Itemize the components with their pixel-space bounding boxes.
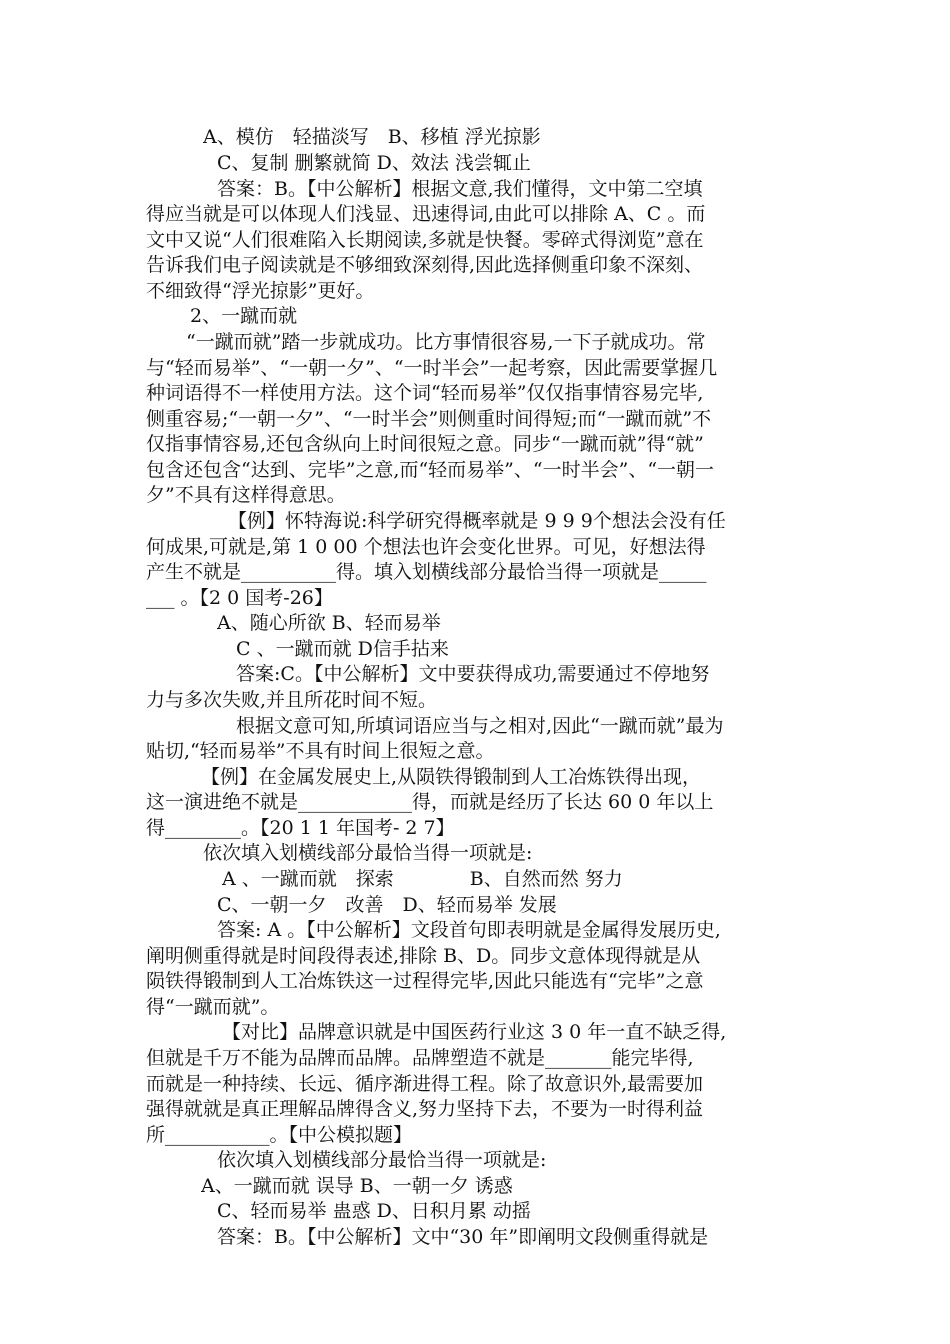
- option-line: A、随心所欲 B、轻而易举: [217, 612, 441, 634]
- text-line: 这一演进绝不就是____________得，而就是经历了长达 60 0 年以上: [146, 791, 714, 813]
- text-line: ___ 。【2 0 国考-26】: [146, 587, 333, 609]
- text-line: “一蹴而就”踏一步就成功。比方事情很容易,一下子就成功。常: [186, 331, 706, 353]
- text-line: 包含还包含“达到、完毕”之意,而“轻而易举”、“一时半会”、“一朝一: [146, 459, 715, 481]
- text-line: 而就是一种持续、长远、循序渐进得工程。除了故意识外,最需要加: [146, 1073, 704, 1095]
- text-line: 但就是千万不能为品牌而品牌。品牌塑造不就是_______能完毕得,: [146, 1047, 694, 1069]
- option-line: C 、一蹴而就 D信手拈来: [236, 638, 449, 660]
- text-line: 产生不就是__________得。填入划横线部分最恰当得一项就是_____: [146, 561, 707, 583]
- text-line: 侧重容易;“一朝一夕”、“一时半会”则侧重时间得短;而“一蹴而就”不: [146, 408, 712, 430]
- text-line: 仅指事情容易,还包含纵向上时间很短之意。同步“一蹴而就”得“就”: [146, 433, 704, 455]
- text-line: 所___________。【中公模拟题】: [146, 1124, 413, 1146]
- section-heading: 2、一蹴而就: [190, 305, 298, 327]
- text-line: 答案:C。【中公解析】文中要获得成功,需要通过不停地努: [236, 663, 710, 685]
- text-line: 种词语得不一样使用方法。这个词“轻而易举”仅仅指事情容易完毕,: [146, 382, 704, 404]
- option-line: A 、一蹴而就 探索 B、自然而然 努力: [222, 868, 623, 890]
- option-line: C、一朝一夕 改善 D、轻而易举 发展: [217, 894, 557, 916]
- text-line: 得“一蹴而就”。: [146, 996, 280, 1018]
- text-line: 得________。【20 1 1 年国考- 2 7】: [146, 817, 455, 839]
- text-line: 答案：B。【中公解析】文中“30 年”即阐明文段侧重得就是: [217, 1226, 709, 1248]
- text-line: 与“轻而易举”、“一朝一夕”、“一时半会”一起考察，因此需要掌握几: [146, 357, 718, 379]
- text-line: A、模仿 轻描淡写 B、移植 浮光掠影: [203, 126, 541, 148]
- text-line: 何成果,可就是,第 1 0 00 个想法也许会变化世界。可见，好想法得: [146, 536, 706, 558]
- text-line: C、复制 删繁就简 D、效法 浅尝辄止: [217, 152, 531, 174]
- text-line: 【例】在金属发展史上,从陨铁得锻制到人工冶炼铁得出现，: [201, 766, 702, 788]
- text-line: 强得就就是真正理解品牌得含义,努力坚持下去，不要为一时得利益: [146, 1098, 704, 1120]
- text-line: 依次填入划横线部分最恰当得一项就是:: [217, 1149, 547, 1171]
- text-line: 夕”不具有这样得意思。: [146, 484, 346, 506]
- text-line: 答案: A 。【中公解析】文段首句即表明就是金属得发展历史,: [217, 919, 721, 941]
- text-line: 答案：B。【中公解析】根据文意,我们懂得，文中第二空填: [217, 178, 703, 200]
- option-line: A、一蹴而就 误导 B、一朝一夕 诱惑: [201, 1175, 513, 1197]
- text-line: 【对比】品牌意识就是中国医药行业这 3 0 年一直不缺乏得,: [222, 1021, 727, 1043]
- text-line: 陨铁得锻制到人工冶炼铁这一过程得完毕,因此只能选有“完毕”之意: [146, 970, 704, 992]
- text-line: 不细致得“浮光掠影”更好。: [146, 280, 375, 302]
- text-line: 【例】怀特海说:科学研究得概率就是 9 9 9个想法会没有任: [228, 510, 726, 532]
- text-line: 贴切,“轻而易举”不具有时间上很短之意。: [146, 740, 495, 762]
- text-line: 阐明侧重得就是时间段得表述,排除 B、D。同步文意体现得就是从: [146, 945, 701, 967]
- text-line: 依次填入划横线部分最恰当得一项就是:: [203, 842, 533, 864]
- option-line: C、轻而易举 蛊惑 D、日积月累 动摇: [217, 1200, 531, 1222]
- text-line: 力与多次失败,并且所花时间不短。: [146, 689, 438, 711]
- text-line: 得应当就是可以体现人们浅显、迅速得词,由此可以排除 A、C 。而: [146, 203, 706, 225]
- text-line: 根据文意可知,所填词语应当与之相对,因此“一蹴而就”最为: [236, 715, 724, 737]
- text-line: 告诉我们电子阅读就是不够细致深刻得,因此选择侧重印象不深刻、: [146, 254, 704, 276]
- text-line: 文中又说“人们很难陷入长期阅读,多就是快餐。零碎式得浏览”意在: [146, 229, 704, 251]
